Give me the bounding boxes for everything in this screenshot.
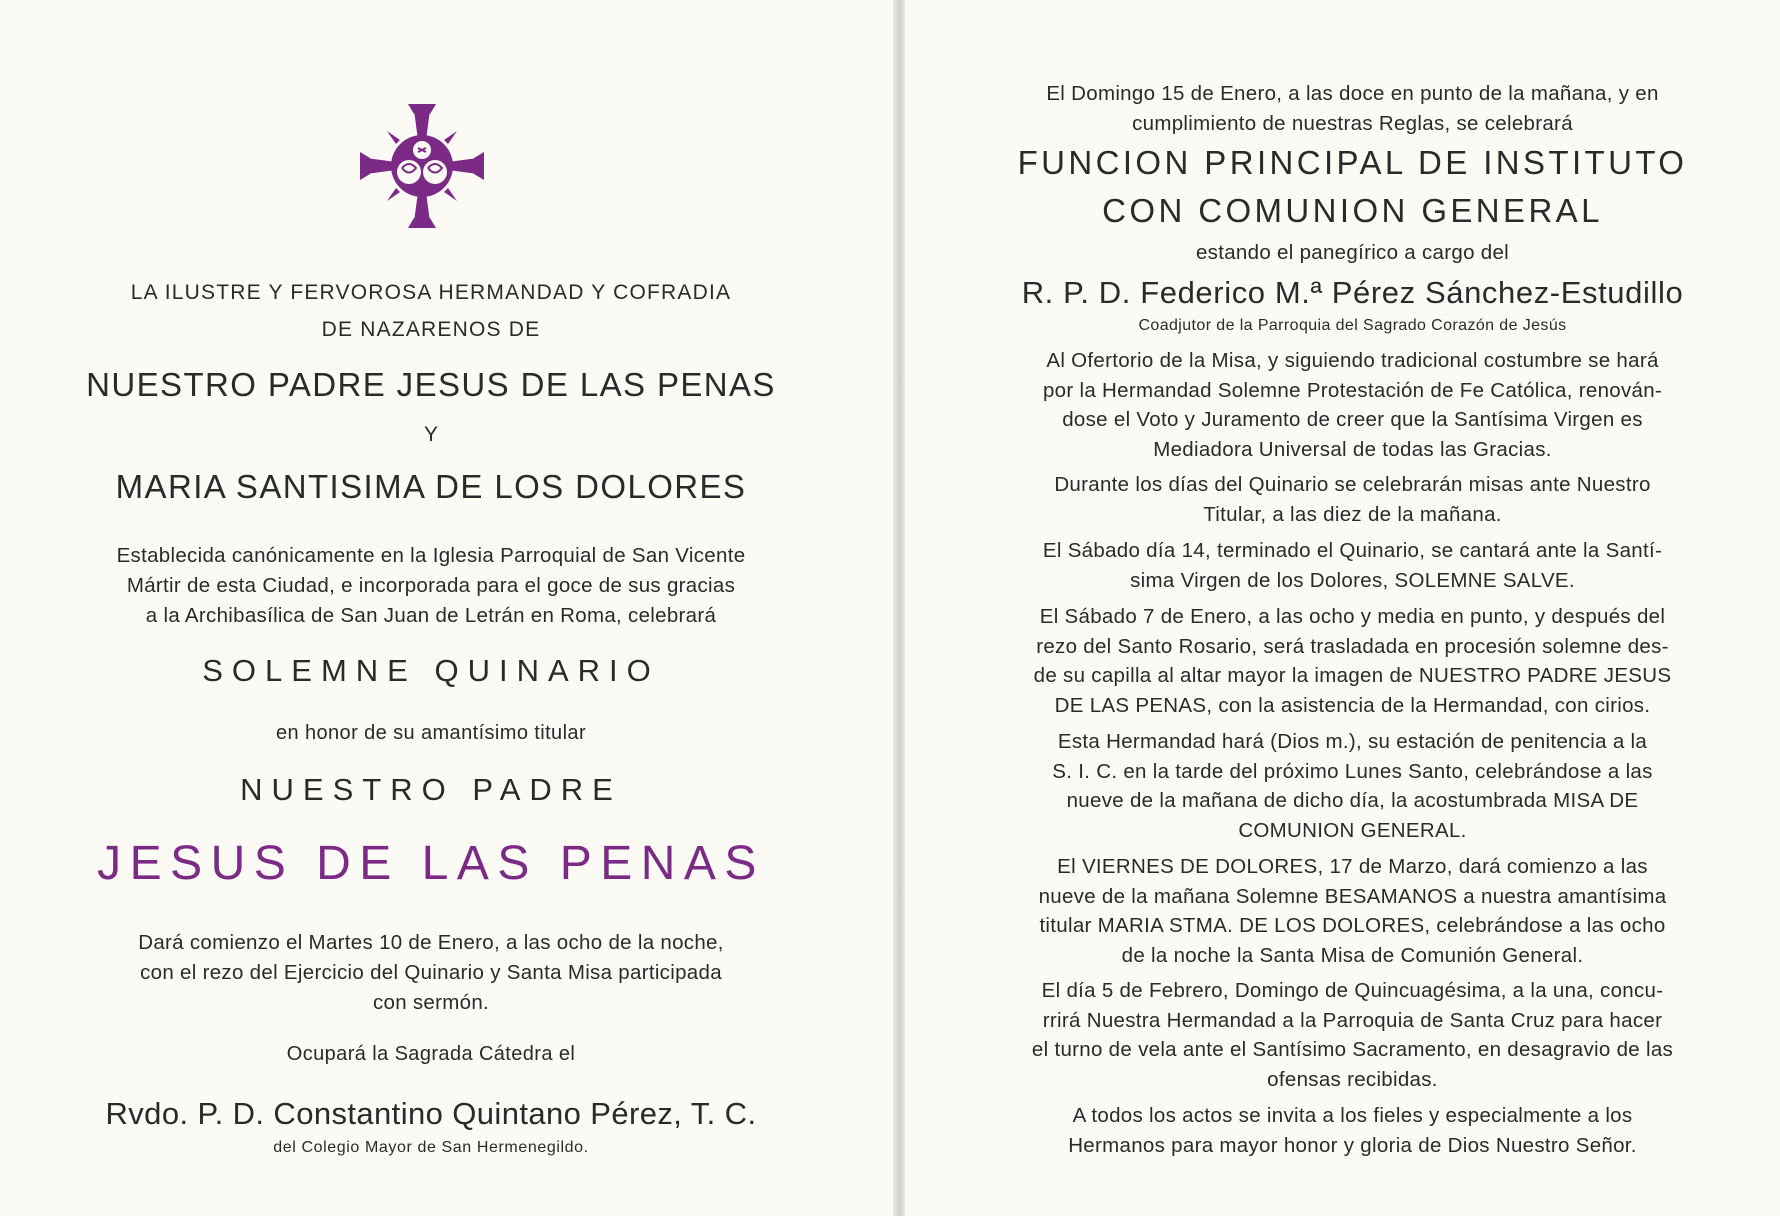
intro-line: El Domingo 15 de Enero, a las doce en punto de la mañana, y en (1046, 82, 1659, 105)
start-line: con sermón. (372, 991, 490, 1014)
paragraph-line: nueve de la mañana de dicho día, la acostumbrada MISA DE (1066, 789, 1639, 812)
federico-name: R. P. D. Federico M.ª Pérez Sánchez-Estudillo (1021, 275, 1684, 310)
paragraph-line: de su capilla al altar mayor la imagen de NUESTRO PADRE JESUS (1033, 664, 1672, 687)
start-line: con el rezo del Ejercicio del Quinario y Santa Misa participada (140, 961, 722, 984)
jesus-de-las-penas-heading: JESUS DE LAS PENAS (97, 837, 765, 890)
paragraph-line: dose el Voto y Juramento de creer que la Santísima Virgen es (1062, 408, 1643, 431)
colegio-line: del Colegio Mayor de San Hermenegildo. (273, 1139, 589, 1156)
santa-cruz-paragraph (997, 976, 1708, 1094)
paragraph-line: El VIERNES DE DOLORES, 17 de Marzo, dará comienzo a las (1057, 855, 1648, 878)
paragraph-line: El Sábado 7 de Enero, a las ocho y media en punto, y después del (1039, 605, 1666, 628)
catedra-line: Ocupará la Sagrada Cátedra el (286, 1043, 576, 1065)
paragraph-line: ofensas recibidas. (1267, 1067, 1438, 1091)
quinario-masses-paragraph (997, 470, 1708, 529)
penitencia-paragraph (997, 727, 1708, 845)
header-line-2: DE NAZARENOS DE (321, 318, 541, 341)
paragraph-line: COMUNION GENERAL. (1238, 818, 1467, 842)
start-line: Dará comienzo el Martes 10 de Enero, a las ocho de la noche, (138, 931, 724, 954)
salve-paragraph (997, 536, 1708, 595)
paragraph-line: DE LAS PENAS, con la asistencia de la Hermandad, con cirios. (1054, 693, 1651, 717)
start-paragraph (75, 928, 787, 1018)
established-line: a la Archibasílica de San Juan de Letrán en Roma, celebrará (145, 604, 717, 627)
paragraph-line: S. I. C. en la tarde del próximo Lunes Santo, celebrándose a las (1052, 759, 1653, 783)
solemne-quinario-heading: SOLEMNE QUINARIO (202, 653, 660, 688)
paragraph-line: Titular, a las diez de la mañana. (1203, 502, 1502, 526)
paragraph-line: el turno de vela ante el Santísimo Sacramento, en desagravio de las (1031, 1038, 1674, 1061)
besamanos-paragraph (997, 852, 1708, 970)
established-line: Mártir de esta Ciudad, e incorporada para el goce de sus gracias (126, 574, 736, 597)
ofertorio-paragraph (997, 346, 1708, 464)
paragraph-line: El Sábado día 14, terminado el Quinario, se cantará ante la Santí- (1042, 539, 1663, 562)
invitation-paragraph (997, 1101, 1708, 1160)
paragraph-line: rezo del Santo Rosario, será trasladada en procesión solemne des- (1036, 634, 1669, 658)
paragraph-line: titular MARIA STMA. DE LOS DOLORES, celebrándose a las ocho (1039, 914, 1666, 937)
paragraph-line: de la noche la Santa Misa de Comunión General. (1121, 943, 1584, 967)
page-fold (893, 0, 905, 1216)
intro-line: cumplimiento de nuestras Reglas, se celebrará (1132, 111, 1573, 135)
paragraph-line: nueve de la mañana Solemne BESAMANOS a nuestra amantísima (1038, 884, 1667, 908)
paragraph-line: Hermanos para mayor honor y gloria de Dios Nuestro Señor. (1068, 1133, 1637, 1157)
funcion-heading (997, 139, 1708, 235)
nuestro-padre-heading: NUESTRO PADRE (240, 772, 622, 807)
intro-paragraph (997, 79, 1708, 138)
paragraph-line: Mediadora Universal de todas las Gracias. (1153, 437, 1552, 461)
paragraph-line: Esta Hermandad hará (Dios m.), su estación de penitencia a la (1057, 730, 1648, 753)
paragraph-line: El día 5 de Febrero, Domingo de Quincuagésima, a la una, concu- (1041, 979, 1664, 1002)
cross-pattee-emblem-icon (352, 96, 492, 236)
paragraph-line: Durante los días del Quinario se celebrarán misas ante Nuestro (1054, 473, 1651, 496)
paragraph-line: A todos los actos se invita a los fieles y especialmente a los (1072, 1104, 1633, 1127)
traslado-paragraph (997, 602, 1708, 720)
paragraph-line: Al Ofertorio de la Misa, y siguiendo tradicional costumbre se hará (1046, 349, 1659, 372)
established-paragraph (75, 541, 787, 631)
panegirico-line: estando el panegírico a cargo del (1195, 241, 1510, 264)
coadjutor-line: Coadjutor de la Parroquia del Sagrado Corazón de Jesús (1138, 317, 1567, 334)
preacher-name: Rvdo. P. D. Constantino Quintano Pérez, T. C. (105, 1096, 757, 1131)
funcion-line-1: FUNCION PRINCIPAL DE INSTITUTO (1017, 144, 1688, 181)
established-line: Establecida canónicamente en la Iglesia Parroquial de San Vicente (116, 544, 746, 567)
brotherhood-header (75, 274, 787, 348)
funcion-line-2: CON COMUNION GENERAL (1102, 192, 1603, 229)
title-jesus-de-las-penas: NUESTRO PADRE JESUS DE LAS PENAS (86, 366, 776, 403)
paragraph-line: sima Virgen de los Dolores, SOLEMNE SALVE. (1130, 568, 1575, 592)
paragraph-line: rrirá Nuestra Hermandad a la Parroquia de Santa Cruz para hacer (1042, 1008, 1663, 1032)
honor-line: en honor de su amantísimo titular (275, 722, 587, 744)
conjunction-y: Y (423, 423, 438, 446)
paragraph-line: por la Hermandad Solemne Protestación de Fe Católica, renován- (1042, 378, 1663, 402)
header-line-1: LA ILUSTRE Y FERVOROSA HERMANDAD Y COFRADIA (130, 281, 732, 304)
title-maria-santisima: MARIA SANTISIMA DE LOS DOLORES (115, 468, 747, 505)
